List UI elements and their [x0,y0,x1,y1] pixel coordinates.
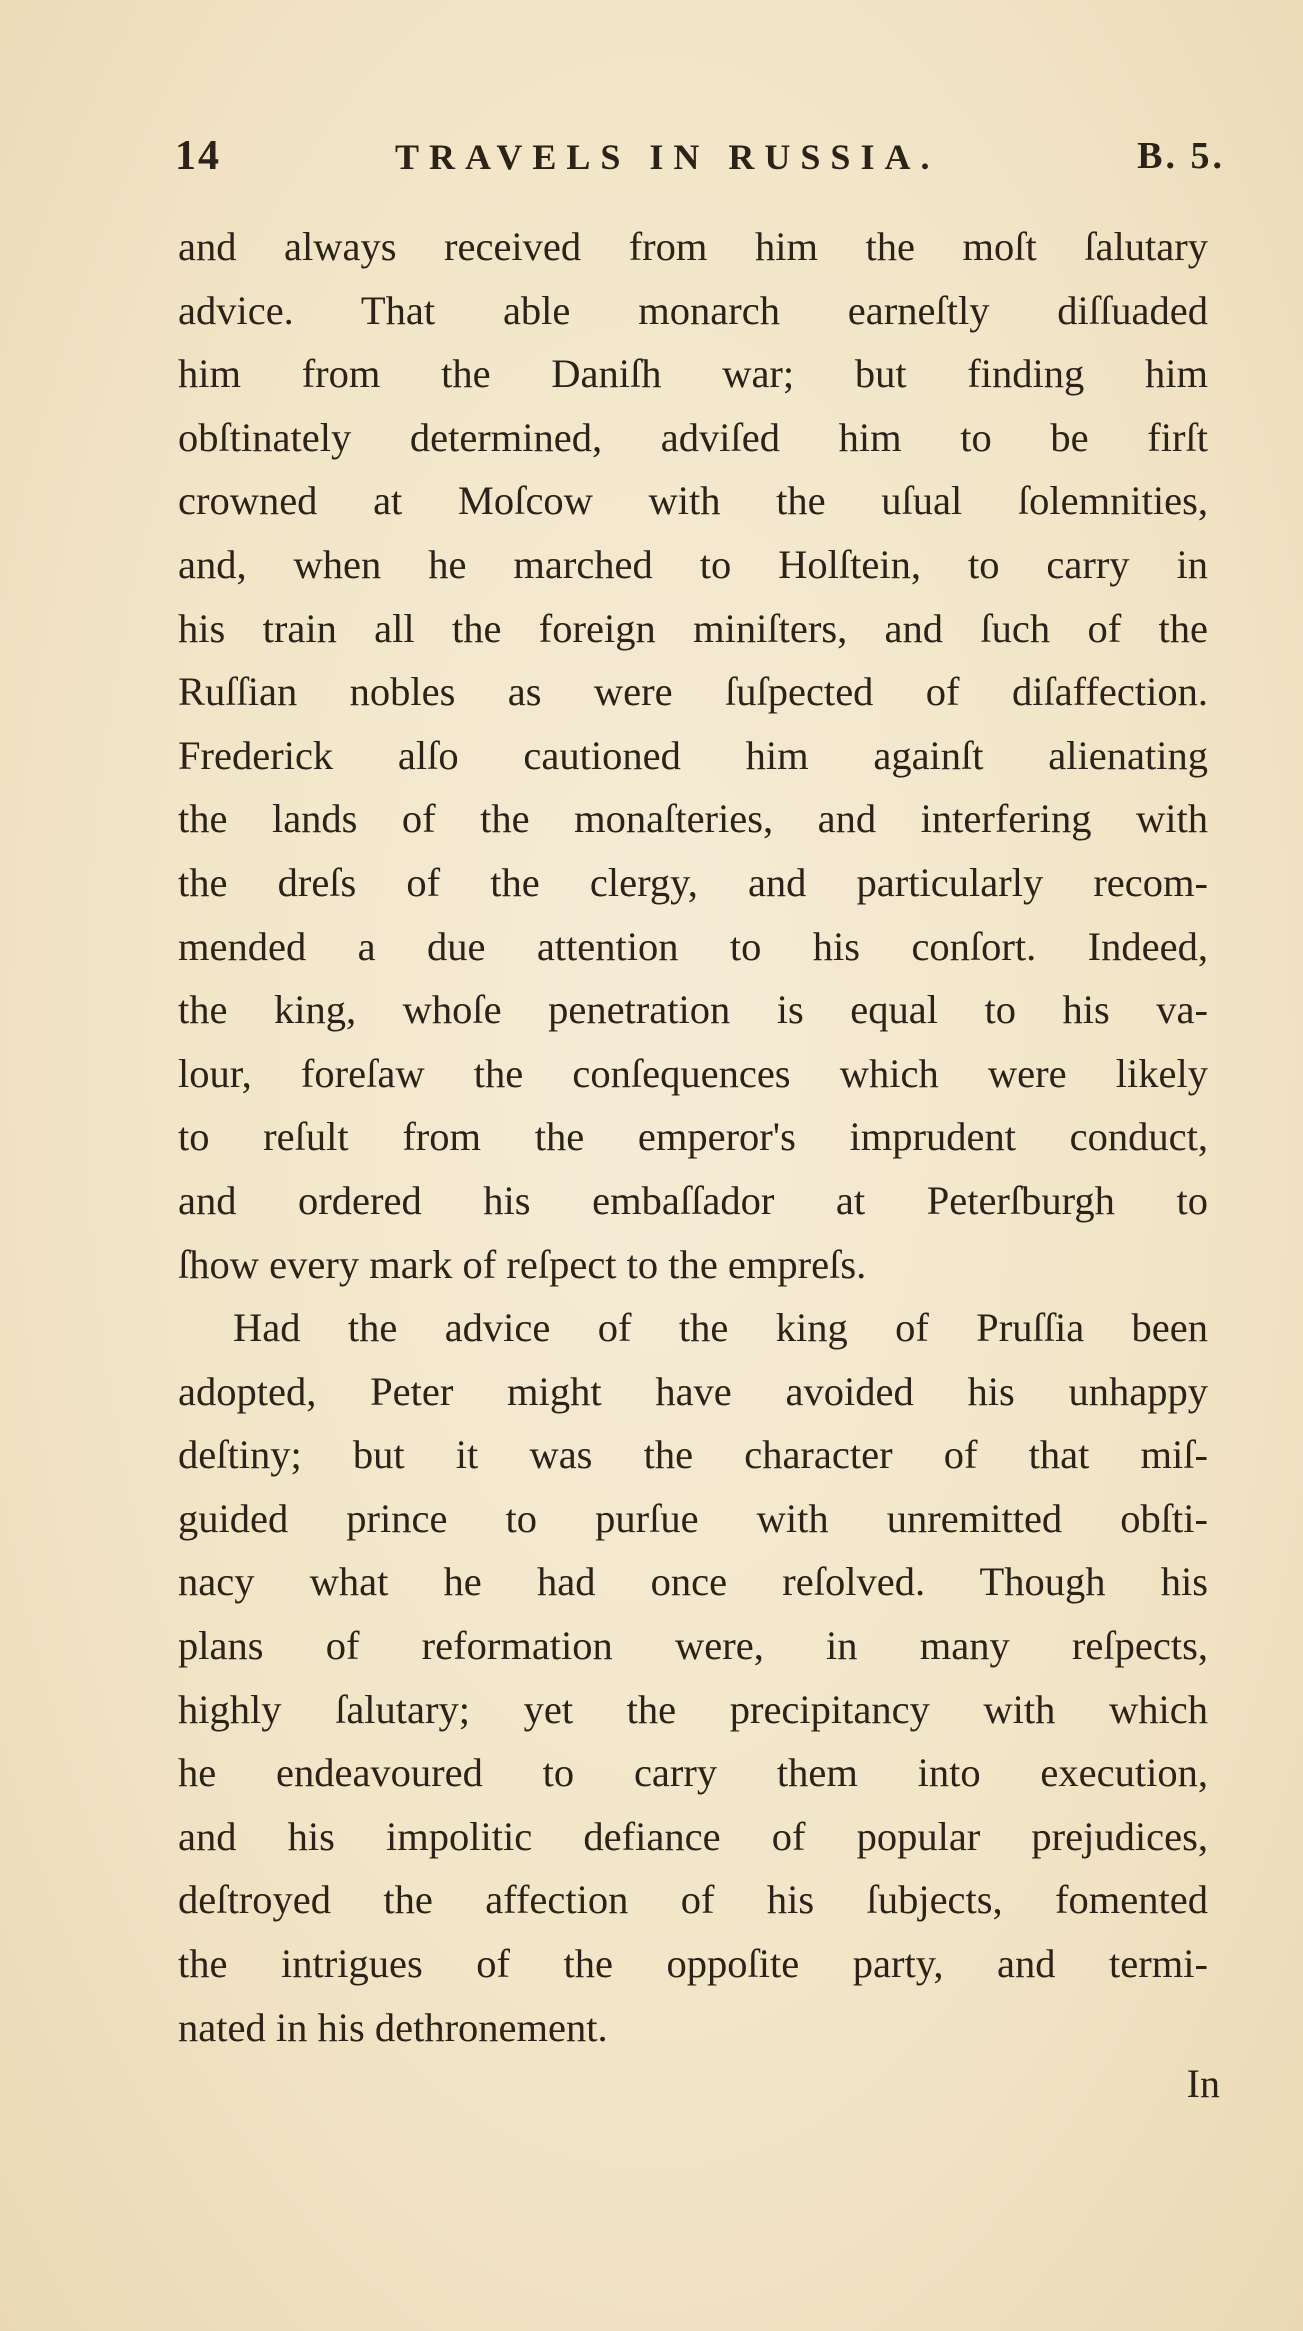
text-line: deſtiny; but it was the character of that miſ- [178,1432,1208,1478]
text-line: him from the Daniſh war; but finding him [178,351,1208,397]
text-line: nacy what he had once reſolved. Though his [178,1559,1208,1605]
book-reference: B. 5. [1137,135,1225,177]
text-line: guided prince to purſue with unremitted obſti- [178,1495,1208,1541]
body-text [178,215,1208,2059]
text-line: deſtroyed the affection of his ſubjects, fomented [178,1877,1208,1923]
text-line: plans of reformation were, in many reſpects, [178,1623,1208,1669]
text-line: Had the advice of the king of Pruſſia been [233,1305,1208,1351]
text-line: adopted, Peter might have avoided his unhappy [178,1368,1208,1414]
text-line: and his impolitic defiance of popular prejudices, [178,1813,1208,1859]
text-line: the intrigues of the oppoſite party, and termi- [178,1941,1208,1987]
text-line: he endeavoured to carry them into execution, [178,1750,1208,1796]
text-line: the king, whoſe penetration is equal to his va- [178,987,1208,1033]
text-line: and, when he marched to Holſtein, to carry in [178,541,1208,587]
text-line: his train all the foreign miniſters, and ſuch of the [178,605,1208,651]
text-line: to reſult from the emperor's imprudent conduct, [178,1114,1208,1160]
text-line: Ruſſian nobles as were ſuſpected of diſaffection. [178,669,1208,715]
text-line: lour, foreſaw the conſequences which were likely [178,1050,1208,1096]
text-line: ſhow every mark of reſpect to the empreſs. [178,1241,867,1287]
text-line: mended a due attention to his conſort. Indeed, [178,923,1208,969]
text-line: the dreſs of the clergy, and particularly recom- [178,859,1208,905]
catchword: In [1186,2061,1220,2106]
text-line: the lands of the monaſteries, and interfering with [178,796,1208,842]
text-line: crowned at Moſcow with the uſual ſolemnities, [178,478,1208,524]
text-line: highly ſalutary; yet the precipitancy with which [178,1686,1208,1732]
text-line: and ordered his embaſſador at Peterſburgh to [178,1177,1208,1223]
text-line: and always received from him the moſt ſalutary [178,224,1208,269]
running-head [175,132,1225,192]
text-line: obſtinately determined, adviſed him to be firſt [178,414,1208,460]
text-line: Frederick alſo cautioned him againſt alienating [178,732,1208,778]
running-title: TRAVELS IN RUSSIA. [395,137,940,177]
text-line: advice. That able monarch earneſtly diſſuaded [178,287,1208,333]
text-line: nated in his dethronement. [178,2004,608,2050]
page-number: 14 [175,133,221,179]
